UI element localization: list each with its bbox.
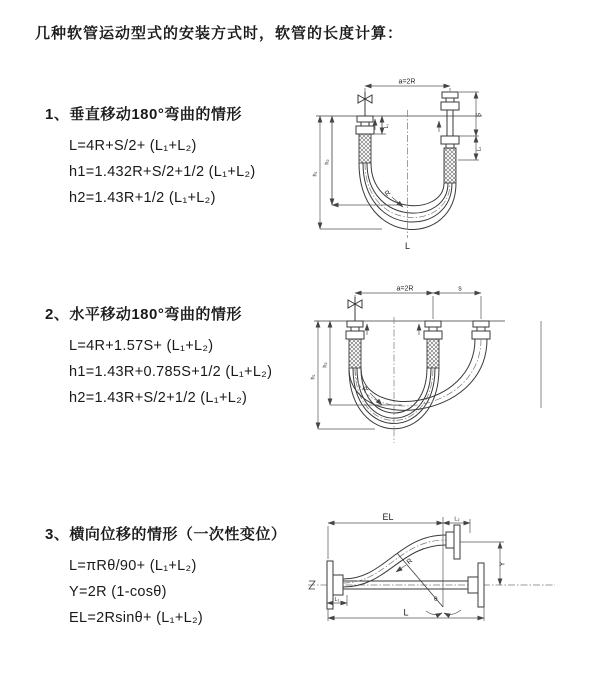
dim-label-y: Y: [499, 561, 507, 567]
dim-label-a2r: a=2R: [396, 285, 414, 293]
dim-ext: [365, 88, 450, 92]
diagram-horizontal-180: [310, 281, 595, 457]
dim-label-l2: L₂: [454, 516, 460, 523]
middle-fitting: [424, 321, 442, 368]
dim-label-el: EL: [382, 512, 394, 522]
right-fitting: [441, 92, 459, 183]
formula-length: L=4R+1.57S+ (L₁+L₂): [69, 338, 214, 354]
diagram-vertical-180: [312, 76, 597, 254]
section-2-heading: 2、水平移动180°弯曲的情形: [45, 306, 242, 323]
angle-arrow: [444, 610, 461, 614]
dim-label-a2r: a=2R: [398, 78, 416, 86]
section-2: [45, 303, 272, 416]
section-1: [45, 103, 256, 216]
dim-label-h1: h₁: [310, 374, 317, 380]
formula-y: Y=2R (1-cosθ): [69, 584, 167, 600]
dim-label-l2: L₂: [476, 146, 483, 152]
length-label: L: [404, 241, 411, 251]
radius-label: R: [384, 189, 393, 199]
formula-h1: h1=1.432R+S/2+1/2 (L₁+L₂): [69, 164, 256, 180]
formula-el: EL=2Rsinθ+ (L₁+L₂): [69, 610, 204, 626]
left-fitting: [356, 116, 374, 163]
s-curve-hose: [343, 535, 446, 587]
left-fitting: [346, 321, 364, 368]
dim-label-s: S: [475, 112, 483, 118]
section-3-heading: 3、横向位移的情形（一次性变位）: [45, 526, 287, 543]
dim-label-h2: h₂: [322, 362, 329, 368]
radius-label: R: [362, 385, 371, 395]
right-lower-flange: [468, 563, 484, 607]
dim-label-l: L: [403, 607, 409, 618]
dim-label-shift: s: [458, 285, 462, 293]
valve-icon: [358, 92, 372, 116]
formula-h1: h1=1.43R+0.785S+1/2 (L₁+L₂): [69, 364, 273, 380]
dim-ext: [355, 295, 481, 319]
upper-right-flange: [446, 525, 460, 559]
diagram-lateral-displacement: [300, 503, 600, 658]
angle-label: θ: [434, 596, 438, 603]
radius-arrow: [392, 197, 403, 207]
right-fitting-moved: [472, 321, 490, 339]
dim-label-l1: L₁: [384, 123, 390, 129]
dim-label-h2: h₂: [324, 159, 331, 165]
radius-arrow: [396, 565, 406, 572]
formula-h2: h2=1.43R+1/2 (L₁+L₂): [69, 190, 216, 206]
dim-label-h1: h₁: [312, 171, 319, 177]
section-3: [45, 523, 286, 636]
dim-label-l1: L₁: [334, 597, 340, 603]
valve-icon: [348, 297, 362, 321]
page-title: 几种软管运动型式的安装方式时，软管的长度计算：: [35, 25, 404, 42]
section-1-heading: 1、垂直移动180°弯曲的情形: [45, 106, 242, 123]
formula-length: L=4R+S/2+ (L₁+L₂): [69, 138, 197, 154]
angle-arrow: [426, 611, 442, 615]
formula-length: L=πRθ/90+ (L₁+L₂): [69, 558, 197, 574]
radius-label: R: [405, 557, 415, 567]
formula-h2: h2=1.43R+S/2+1/2 (L₁+L₂): [69, 390, 248, 406]
